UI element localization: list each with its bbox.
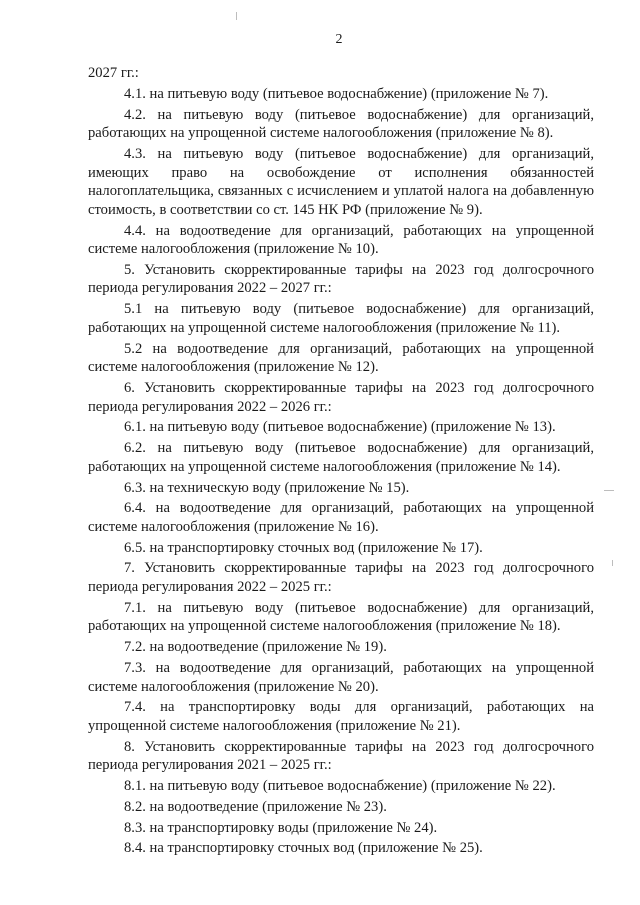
- paragraph-7-2: 7.2. на водоотведение (приложение № 19).: [124, 639, 387, 656]
- paragraph-6-2: 6.2. на питьевую воду (питьевое водоснабжение) для организаций, работающих на упрощенной системе налогообложения (приложение № 14).: [88, 440, 594, 475]
- paragraph-8: 8. Установить скорректированные тарифы на 2023 год долгосрочного периода регулирования 2021 – 2025 гг.:: [88, 738, 594, 774]
- page-number: 2: [335, 32, 343, 47]
- scan-speck: [612, 560, 613, 566]
- paragraph-4-3: 4.3. на питьевую воду (питьевое водоснабжение) для организаций, имеющих право на освобождение от исполнения обязанностей налогоплательщика, связанных с исчислением и уплатой налога на добавленную стоимость, в соответствии со ст. 145 НК РФ (приложение № 9).: [88, 145, 594, 218]
- paragraph-8-3: 8.3. на транспортировку воды (приложение № 24).: [124, 819, 438, 836]
- paragraph-7-3: 7.3. на водоотведение для организаций, работающих на упрощенной системе налогообложения (приложение № 20).: [88, 660, 594, 695]
- paragraph-6-1: 6.1. на питьевую воду (питьевое водоснабжение) (приложение № 13).: [124, 419, 556, 436]
- paragraph-6: 6. Установить скорректированные тарифы на 2023 год долгосрочного периода регулирования 2022 – 2026 гг.:: [88, 380, 594, 415]
- scan-speck: [236, 12, 237, 20]
- paragraph-6-3: 6.3. на техническую воду (приложение № 15).: [124, 479, 410, 496]
- paragraph-8-4: 8.4. на транспортировку сточных вод (приложение № 25).: [124, 840, 483, 857]
- paragraph-7-4: 7.4. на транспортировку воды для организаций, работающих на упрощенной системе налогообложения (приложение № 21).: [88, 699, 594, 734]
- paragraph-8-2: 8.2. на водоотведение (приложение № 23).: [124, 798, 387, 815]
- scan-speck: [604, 490, 614, 491]
- document-body: [88, 64, 594, 860]
- paragraph-7: 7. Установить скорректированные тарифы на 2023 год долгосрочного периода регулирования 2022 – 2025 гг.:: [88, 560, 594, 596]
- paragraph-6-4: 6.4. на водоотведение для организаций, работающих на упрощенной системе налогообложения (приложение № 16).: [88, 500, 594, 535]
- paragraph-4-4: 4.4. на водоотведение для организаций, работающих на упрощенной системе налогообложения (приложение № 10).: [88, 222, 594, 258]
- paragraph-4-1: 4.1. на питьевую воду (питьевое водоснабжение) (приложение № 7).: [124, 85, 549, 102]
- paragraph-continuation: 2027 гг.:: [88, 65, 139, 81]
- paragraph-5-1: 5.1 на питьевую воду (питьевое водоснабжение) для организаций, работающих на упрощенной системе налогообложения (приложение № 11).: [88, 301, 594, 336]
- paragraph-4-2: 4.2. на питьевую воду (питьевое водоснабжение) для организаций, работающих на упрощенной системе налогообложения (приложение № 8).: [88, 106, 594, 142]
- paragraph-7-1: 7.1. на питьевую воду (питьевое водоснабжение) для организаций, работающих на упрощенной системе налогообложения (приложение № 18).: [88, 599, 594, 635]
- paragraph-5-2: 5.2 на водоотведение для организаций, работающих на упрощенной системе налогообложения (приложение № 12).: [88, 340, 594, 376]
- paragraph-6-5: 6.5. на транспортировку сточных вод (приложение № 17).: [124, 539, 483, 556]
- paragraph-5: 5. Установить скорректированные тарифы на 2023 год долгосрочного периода регулирования 2022 – 2027 гг.:: [88, 261, 594, 297]
- paragraph-8-1: 8.1. на питьевую воду (питьевое водоснабжение) (приложение № 22).: [124, 778, 556, 795]
